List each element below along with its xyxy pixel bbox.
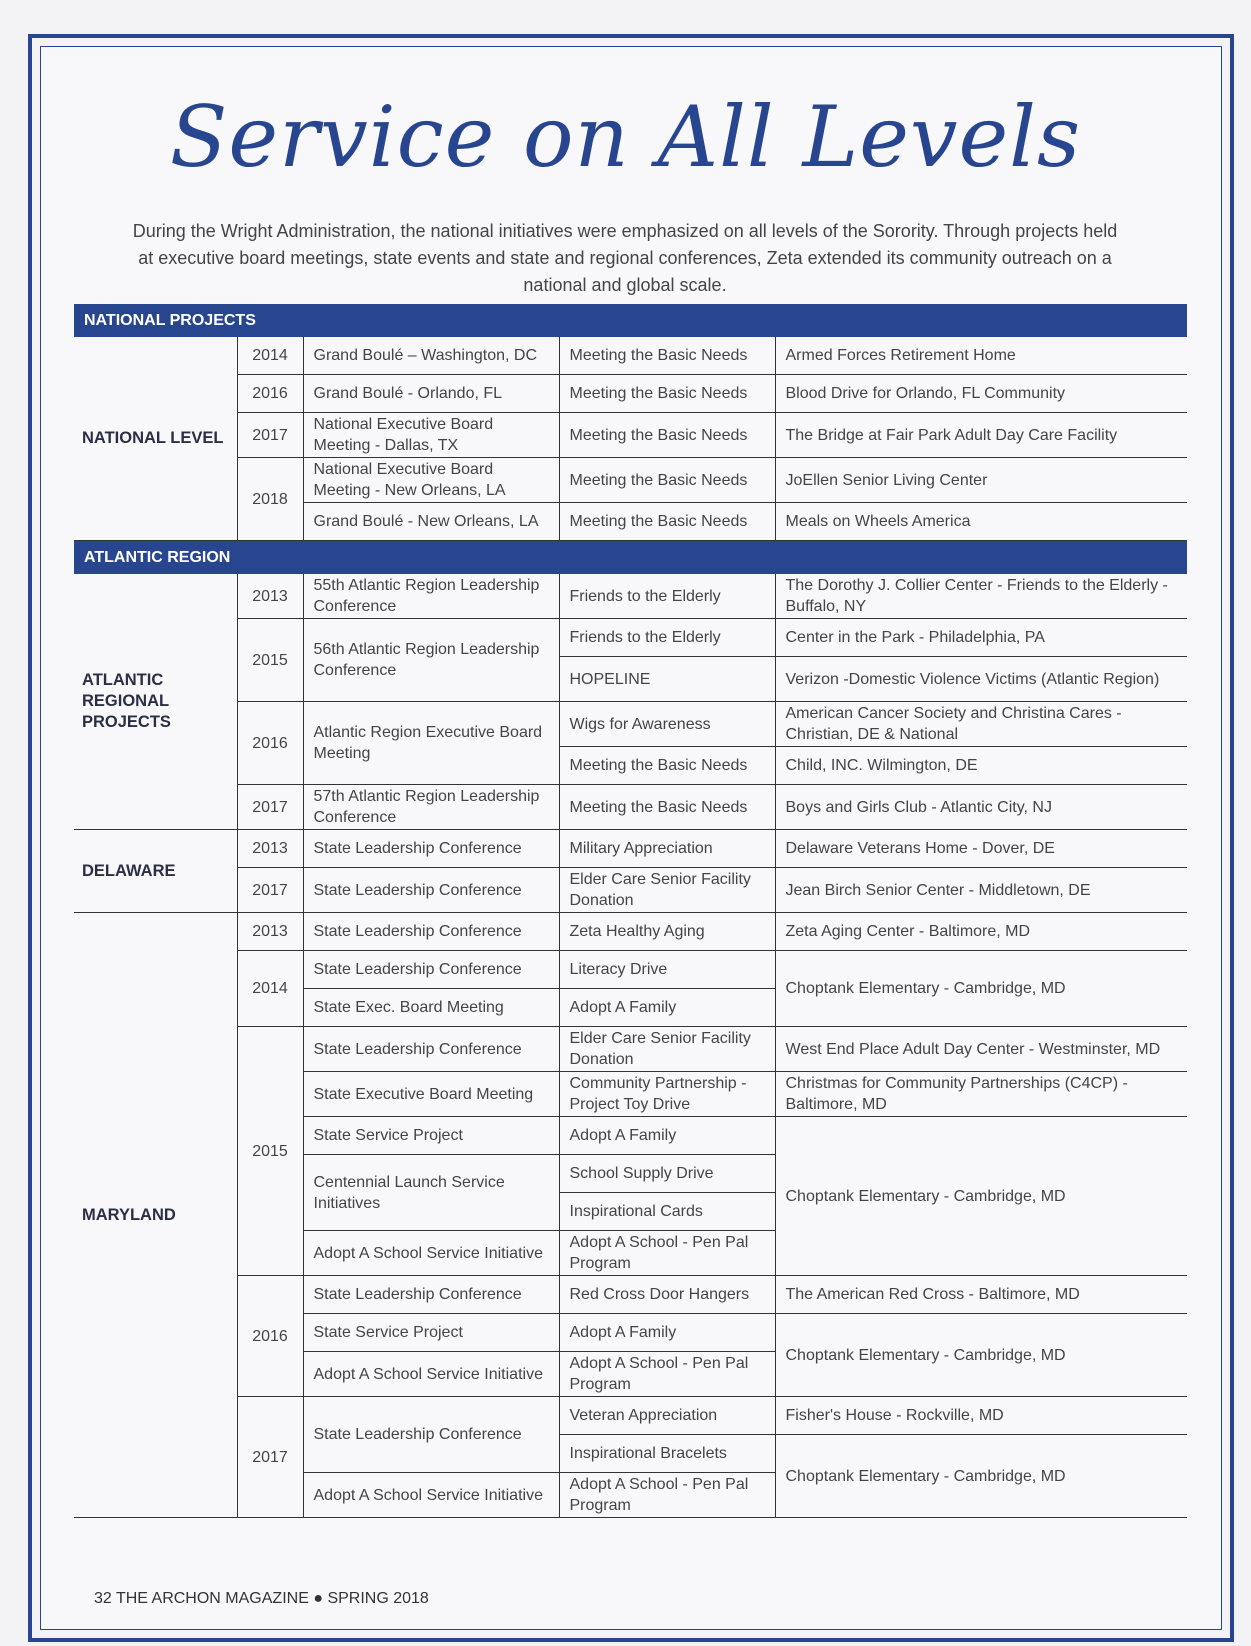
page-number: 32 bbox=[94, 1590, 112, 1607]
initiative-cell: Meeting the Basic Needs bbox=[559, 747, 775, 785]
event-cell: Adopt A School Service Initiative bbox=[303, 1473, 559, 1518]
location-cell: Verizon -Domestic Violence Victims (Atlantic Region) bbox=[775, 657, 1187, 702]
table-row bbox=[74, 1276, 1187, 1314]
location-cell: Zeta Aging Center - Baltimore, MD bbox=[775, 913, 1187, 951]
initiative-cell: Meeting the Basic Needs bbox=[559, 337, 775, 375]
initiative-cell: Literacy Drive bbox=[559, 951, 775, 989]
year-cell: 2015 bbox=[237, 1027, 303, 1276]
initiative-cell: Red Cross Door Hangers bbox=[559, 1276, 775, 1314]
year-cell: 2017 bbox=[237, 1397, 303, 1518]
event-cell: State Exec. Board Meeting bbox=[303, 989, 559, 1027]
initiative-cell: Community Partnership - Project Toy Drive bbox=[559, 1072, 775, 1117]
initiative-cell: Military Appreciation bbox=[559, 830, 775, 868]
event-cell: State Service Project bbox=[303, 1117, 559, 1155]
initiative-cell: Elder Care Senior Facility Donation bbox=[559, 868, 775, 913]
location-cell: Choptank Elementary - Cambridge, MD bbox=[775, 951, 1187, 1027]
table-row bbox=[74, 913, 1187, 951]
issue-label: SPRING 2018 bbox=[327, 1590, 429, 1607]
initiative-cell: Meeting the Basic Needs bbox=[559, 458, 775, 503]
location-cell: JoEllen Senior Living Center bbox=[775, 458, 1187, 503]
page-footer bbox=[94, 1590, 429, 1608]
location-cell: Meals on Wheels America bbox=[775, 503, 1187, 541]
initiative-cell: Inspirational Cards bbox=[559, 1193, 775, 1231]
year-cell: 2016 bbox=[237, 1276, 303, 1397]
location-cell: American Cancer Society and Christina Cares - Christian, DE & National bbox=[775, 702, 1187, 747]
section-title: NATIONAL PROJECTS bbox=[74, 304, 1187, 337]
event-cell: State Leadership Conference bbox=[303, 913, 559, 951]
location-cell: The Bridge at Fair Park Adult Day Care Facility bbox=[775, 413, 1187, 458]
location-cell: Center in the Park - Philadelphia, PA bbox=[775, 619, 1187, 657]
year-cell: 2013 bbox=[237, 913, 303, 951]
event-cell: State Leadership Conference bbox=[303, 1397, 559, 1473]
initiative-cell: Meeting the Basic Needs bbox=[559, 375, 775, 413]
table-row bbox=[74, 458, 1187, 503]
location-cell: The Dorothy J. Collier Center - Friends to the Elderly - Buffalo, NY bbox=[775, 574, 1187, 619]
year-cell: 2015 bbox=[237, 619, 303, 702]
section-header-atlantic bbox=[74, 541, 1187, 575]
event-cell: State Leadership Conference bbox=[303, 868, 559, 913]
location-cell: Fisher's House - Rockville, MD bbox=[775, 1397, 1187, 1435]
year-cell: 2016 bbox=[237, 702, 303, 785]
table-row bbox=[74, 785, 1187, 830]
publication-name: THE ARCHON MAGAZINE bbox=[115, 1590, 309, 1607]
projects-table bbox=[74, 304, 1187, 1518]
event-cell: Atlantic Region Executive Board Meeting bbox=[303, 702, 559, 785]
initiative-cell: Meeting the Basic Needs bbox=[559, 785, 775, 830]
initiative-cell: Adopt A School - Pen Pal Program bbox=[559, 1473, 775, 1518]
year-cell: 2013 bbox=[237, 830, 303, 868]
table-row bbox=[74, 868, 1187, 913]
event-cell: State Leadership Conference bbox=[303, 1276, 559, 1314]
intro-paragraph: During the Wright Administration, the national initiatives were emphasized on all levels of the Sorority. Through projects held at executive board meetings, state events and state and regional conferences, Zeta extended its community outreach on a national and global scale. bbox=[132, 221, 1118, 295]
event-cell: Grand Boulé - New Orleans, LA bbox=[303, 503, 559, 541]
year-cell: 2013 bbox=[237, 574, 303, 619]
location-cell: The American Red Cross - Baltimore, MD bbox=[775, 1276, 1187, 1314]
year-cell: 2017 bbox=[237, 785, 303, 830]
initiative-cell: Meeting the Basic Needs bbox=[559, 413, 775, 458]
event-cell: National Executive Board Meeting - Dallas, TX bbox=[303, 413, 559, 458]
initiative-cell: Inspirational Bracelets bbox=[559, 1435, 775, 1473]
event-cell: 57th Atlantic Region Leadership Conference bbox=[303, 785, 559, 830]
event-cell: Grand Boulé – Washington, DC bbox=[303, 337, 559, 375]
event-cell: National Executive Board Meeting - New Orleans, LA bbox=[303, 458, 559, 503]
location-cell: Choptank Elementary - Cambridge, MD bbox=[775, 1314, 1187, 1397]
group-label-atlantic-regional: ATLANTIC REGIONAL PROJECTS bbox=[74, 574, 237, 830]
initiative-cell: Adopt A School - Pen Pal Program bbox=[559, 1231, 775, 1276]
location-cell: Choptank Elementary - Cambridge, MD bbox=[775, 1435, 1187, 1518]
event-cell: Centennial Launch Service Initiatives bbox=[303, 1155, 559, 1231]
group-label-delaware: DELAWARE bbox=[74, 830, 237, 913]
event-cell: Grand Boulé - Orlando, FL bbox=[303, 375, 559, 413]
event-cell: State Service Project bbox=[303, 1314, 559, 1352]
event-cell: State Executive Board Meeting bbox=[303, 1072, 559, 1117]
event-cell: Adopt A School Service Initiative bbox=[303, 1352, 559, 1397]
year-cell: 2017 bbox=[237, 868, 303, 913]
event-cell: 55th Atlantic Region Leadership Conference bbox=[303, 574, 559, 619]
initiative-cell: Zeta Healthy Aging bbox=[559, 913, 775, 951]
bullet-icon: ● bbox=[313, 1590, 323, 1607]
location-cell: Boys and Girls Club - Atlantic City, NJ bbox=[775, 785, 1187, 830]
year-cell: 2014 bbox=[237, 951, 303, 1027]
location-cell: Armed Forces Retirement Home bbox=[775, 337, 1187, 375]
initiative-cell: Adopt A Family bbox=[559, 989, 775, 1027]
table-row bbox=[74, 830, 1187, 868]
table-row bbox=[74, 574, 1187, 619]
event-cell: 56th Atlantic Region Leadership Conference bbox=[303, 619, 559, 702]
location-cell: Choptank Elementary - Cambridge, MD bbox=[775, 1117, 1187, 1276]
initiative-cell: Friends to the Elderly bbox=[559, 574, 775, 619]
year-cell: 2014 bbox=[237, 337, 303, 375]
event-cell: State Leadership Conference bbox=[303, 1027, 559, 1072]
initiative-cell: School Supply Drive bbox=[559, 1155, 775, 1193]
page-title: Service on All Levels bbox=[169, 88, 1082, 186]
initiative-cell: Adopt A School - Pen Pal Program bbox=[559, 1352, 775, 1397]
event-cell: Adopt A School Service Initiative bbox=[303, 1231, 559, 1276]
table-row bbox=[74, 413, 1187, 458]
initiative-cell: Veteran Appreciation bbox=[559, 1397, 775, 1435]
location-cell: Delaware Veterans Home - Dover, DE bbox=[775, 830, 1187, 868]
group-label-national-level: NATIONAL LEVEL bbox=[74, 337, 237, 541]
table-row bbox=[74, 1397, 1187, 1435]
section-header-national bbox=[74, 304, 1187, 337]
initiative-cell: Wigs for Awareness bbox=[559, 702, 775, 747]
initiative-cell: Adopt A Family bbox=[559, 1314, 775, 1352]
initiative-cell: Meeting the Basic Needs bbox=[559, 503, 775, 541]
section-title: ATLANTIC REGION bbox=[74, 541, 1187, 575]
table-row bbox=[74, 702, 1187, 747]
table-row bbox=[74, 375, 1187, 413]
location-cell: West End Place Adult Day Center - Westminster, MD bbox=[775, 1027, 1187, 1072]
location-cell: Christmas for Community Partnerships (C4CP) - Baltimore, MD bbox=[775, 1072, 1187, 1117]
location-cell: Child, INC. Wilmington, DE bbox=[775, 747, 1187, 785]
year-cell: 2016 bbox=[237, 375, 303, 413]
initiative-cell: Adopt A Family bbox=[559, 1117, 775, 1155]
table-row bbox=[74, 619, 1187, 657]
location-cell: Blood Drive for Orlando, FL Community bbox=[775, 375, 1187, 413]
initiative-cell: HOPELINE bbox=[559, 657, 775, 702]
year-cell: 2018 bbox=[237, 458, 303, 541]
initiative-cell: Elder Care Senior Facility Donation bbox=[559, 1027, 775, 1072]
group-label-maryland: MARYLAND bbox=[74, 913, 237, 1518]
location-cell: Jean Birch Senior Center - Middletown, DE bbox=[775, 868, 1187, 913]
initiative-cell: Friends to the Elderly bbox=[559, 619, 775, 657]
table-row bbox=[74, 1027, 1187, 1072]
event-cell: State Leadership Conference bbox=[303, 951, 559, 989]
table-row bbox=[74, 337, 1187, 375]
table-row bbox=[74, 951, 1187, 989]
year-cell: 2017 bbox=[237, 413, 303, 458]
event-cell: State Leadership Conference bbox=[303, 830, 559, 868]
